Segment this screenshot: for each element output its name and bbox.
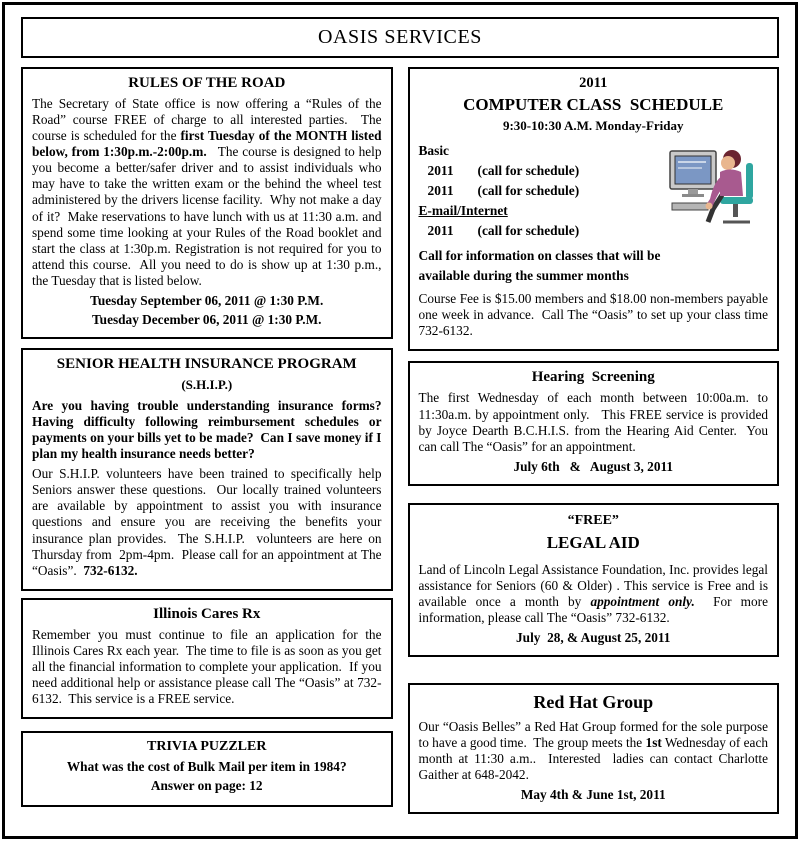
rules-text-run: The course is designed to help you become a better/safer driver and to assist individuals who may have to take the written exam or the behind the wheel test administered by the drivers license facility. Why not make a day of it? Make reservations to have lunch with us at 11:30 a.m. and spend some time looking at your Rules of the Road booklet and start the class at 1:30p.m. Registration is not required for you to attend this course. All you need to do is show up at 1:30 p.m., the Tuesday that is listed below.: [32, 144, 385, 288]
computer-class-fee: Course Fee is $15.00 members and $18.00 non-members payable one week in advance. Call The “Oasis” to set up your class time 732-6132.: [418, 291, 772, 339]
legal-aid-paragraph: [418, 561, 772, 626]
trivia-title: TRIVIA PUZZLER: [147, 739, 267, 755]
red-hat-paragraph: [418, 719, 772, 783]
legal-aid-free-label: “FREE”: [567, 512, 619, 528]
rules-text-run-bold: first Tuesday of the MONTH listed below, from 1:30p.m.-2:00p.m.: [32, 128, 385, 160]
trivia-answer: Answer on page: 12: [150, 778, 263, 794]
rules-of-the-road-section: [21, 67, 393, 339]
row-year: 2011: [427, 163, 454, 178]
legal-aid-title: LEGAL AID: [546, 532, 640, 552]
computer-class-time: 9:30-10:30 A.M. Monday-Friday: [502, 118, 684, 133]
hearing-screening-section: [408, 361, 780, 485]
page-title-box: [21, 17, 779, 58]
row-note: (call for schedule): [477, 223, 580, 238]
rules-date-2: Tuesday December 06, 2011 @ 1:30 P.M.: [92, 311, 322, 327]
computer-class-basic-label: Basic: [418, 143, 450, 158]
red-hat-group-section: [408, 683, 780, 814]
cares-paragraph: Remember you must continue to file an application for the Illinois Cares Rx each year. The time to file is as soon as you get all the financial information to complete your application. If you need additional help or assistance please call The “Oasis” at 732-6132. This service is a FREE service.: [32, 626, 385, 707]
red-hat-dates: May 4th & June 1st, 2011: [520, 787, 666, 803]
newsletter-page: [2, 2, 798, 839]
legal-text-run: Land of Lincoln Legal Assistance Foundation, Inc. provides legal assistance for Seniors (60 & Older) . This service is Free and is available once a month by: [418, 561, 772, 609]
content-columns: [21, 67, 779, 814]
red-hat-title: Red Hat Group: [533, 692, 654, 713]
red-hat-text-run: Wednesday of each month at 11:30 a.m.. Interested ladies can contact Charlotte Gaither at 648-2042.: [418, 735, 772, 783]
right-column: [408, 67, 780, 814]
red-hat-text-run: Our “Oasis Belles” a Red Hat Group formed for the sole purpose to have a good time. The group meets the: [418, 719, 772, 751]
computer-class-title: COMPUTER CLASS SCHEDULE: [463, 95, 724, 114]
row-year: 2011: [427, 223, 454, 238]
rules-text-run: The Secretary of State office is now offering a “Rules of the Road” course FREE of charge to all interested parties. The course is scheduled for the: [32, 96, 385, 144]
ship-subtitle: (S.H.I.P.): [181, 376, 233, 392]
ship-paragraph: [32, 466, 385, 579]
red-hat-text-run-bold: 1st: [645, 735, 662, 751]
hearing-title: Hearing Screening: [531, 369, 655, 386]
cares-title: Illinois Cares Rx: [153, 605, 261, 622]
computer-class-email-label: E-mail/Internet: [418, 203, 508, 218]
row-note: (call for schedule): [477, 163, 580, 178]
computer-class-body: [418, 143, 772, 339]
hearing-paragraph: The first Wednesday of each month between 10:00a.m. to 11:30a.m. by appointment only. This FREE service is provided by Joyce Dearth B.C.H.I.S. from the Hearing Aid Center. You can call The “Oasis” for an appointment.: [418, 390, 772, 454]
illinois-cares-rx-section: [21, 598, 393, 719]
legal-text-run-bold-italic: appointment only.: [590, 593, 695, 609]
summer-note-line-2: available during the summer months: [418, 268, 629, 284]
ship-questions: Are you having trouble understanding insurance forms? Having difficulty following reimbursement schedules or payments on your bills yet to be made? Can I save money if I plan my health insurance needs better?: [32, 397, 385, 462]
legal-aid-section: [408, 503, 780, 657]
computer-class-summer-note: [419, 246, 769, 286]
computer-class-year: 2011: [579, 75, 608, 91]
rules-paragraph: [32, 96, 385, 289]
ship-text-run: Our S.H.I.P. volunteers have been trained to specifically help Seniors answer these questions. Our locally trained volunteers are available by appointment to assist you with insurance questions and ensure you are receiving the benefits your insurance plan provides. The S.H.I.P. volunteers are here on Thursday from 2pm-4pm. Please call for an appointment at The “Oasis”.: [32, 466, 385, 578]
legal-aid-dates: July 28, & August 25, 2011: [516, 630, 671, 646]
legal-text-run: For more information, please call The “Oasis” 732-6132.: [418, 593, 772, 625]
ship-section: [21, 348, 393, 591]
computer-class-section: [408, 67, 780, 351]
trivia-question: What was the cost of Bulk Mail per item in 1984?: [66, 759, 347, 775]
rules-date-1: Tuesday September 06, 2011 @ 1:30 P.M.: [90, 292, 324, 308]
ship-title: SENIOR HEALTH INSURANCE PROGRAM: [56, 355, 357, 372]
hearing-dates: July 6th & August 3, 2011: [513, 458, 674, 474]
row-note: (call for schedule): [477, 183, 580, 198]
left-column: [21, 67, 393, 807]
person-at-computer-icon: [668, 143, 768, 227]
rules-title: RULES OF THE ROAD: [128, 75, 286, 91]
trivia-puzzler-section: [21, 731, 393, 807]
row-year: 2011: [427, 183, 454, 198]
page-title: OASIS SERVICES: [317, 26, 483, 48]
summer-note-line-1: Call for information on classes that will be: [418, 248, 661, 263]
ship-phone: 732-6132.: [83, 562, 138, 578]
